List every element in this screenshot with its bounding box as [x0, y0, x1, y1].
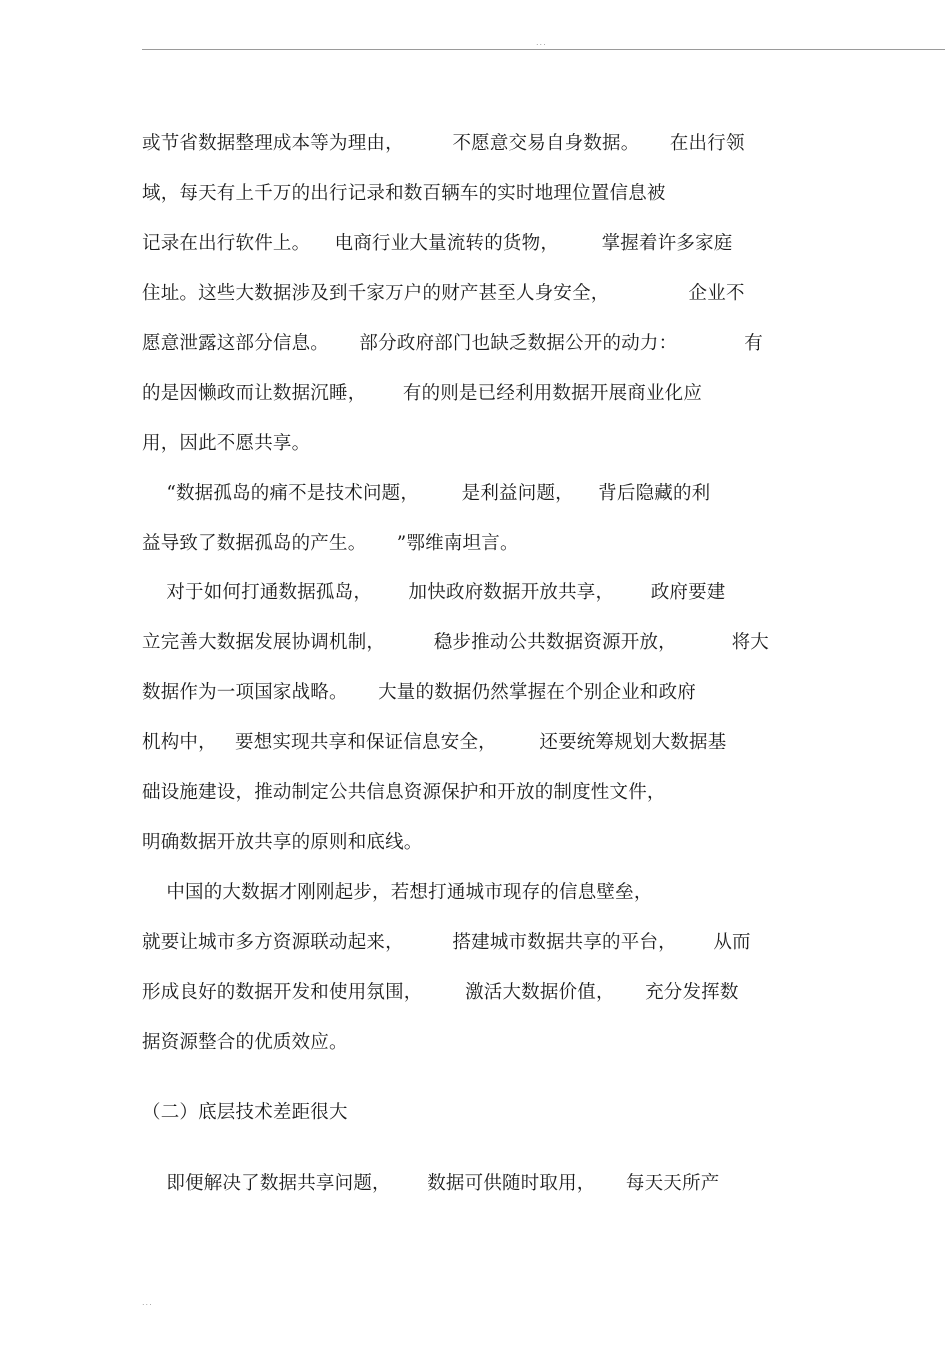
section-heading: （二）底层技术差距很大	[142, 1102, 348, 1123]
body-line: 数据作为一项国家战略。 大量的数据仍然掌握在个别企业和政府	[142, 682, 697, 703]
header-mark: ...	[536, 38, 547, 47]
body-line: “数据孤岛的痛不是技术问题， 是利益问题， 背后隐藏的利	[142, 483, 711, 504]
body-line: 的是因懒政而让数据沉睡， 有的则是已经利用数据开展商业化应	[142, 383, 703, 404]
body-line: 域，每天有上千万的出行记录和数百辆车的实时地理位置信息被	[142, 183, 666, 204]
body-line: 就要让城市多方资源联动起来， 搭建城市数据共享的平台， 从而	[142, 932, 751, 953]
header-rule	[142, 49, 945, 50]
footer-mark: ...	[142, 1298, 153, 1307]
body-line: 机构中， 要想实现共享和保证信息安全， 还要统筹规划大数据基	[142, 732, 727, 753]
body-line: 形成良好的数据开发和使用氛围， 激活大数据价值， 充分发挥数	[142, 982, 739, 1003]
body-line: 明确数据开放共享的原则和底线。	[142, 832, 423, 853]
body-line: 住址。这些大数据涉及到千家万户的财产甚至人身安全， 企业不	[142, 283, 745, 304]
body-line: 即便解决了数据共享问题， 数据可供随时取用， 每天天所产	[142, 1173, 720, 1194]
body-line: 础设施建设，推动制定公共信息资源保护和开放的制度性文件，	[142, 782, 666, 803]
body-line: 中国的大数据才刚刚起步，若想打通城市现存的信息壁垒，	[142, 882, 653, 903]
body-line: 立完善大数据发展协调机制， 稳步推动公共数据资源开放， 将大	[142, 632, 769, 653]
body-line: 或节省数据整理成本等为理由， 不愿意交易自身数据。 在出行领	[142, 133, 745, 154]
body-line: 记录在出行软件上。 电商行业大量流转的货物， 掌握着许多家庭	[142, 233, 733, 254]
body-line: 据资源整合的优质效应。	[142, 1032, 348, 1053]
body-line: 用，因此不愿共享。	[142, 433, 311, 454]
body-line: 对于如何打通数据孤岛， 加快政府数据开放共享， 政府要建	[142, 582, 726, 603]
body-line: 愿意泄露这部分信息。 部分政府部门也缺乏数据公开的动力： 有	[142, 333, 763, 354]
body-line: 益导致了数据孤岛的产生。 ”鄂维南坦言。	[142, 533, 519, 554]
